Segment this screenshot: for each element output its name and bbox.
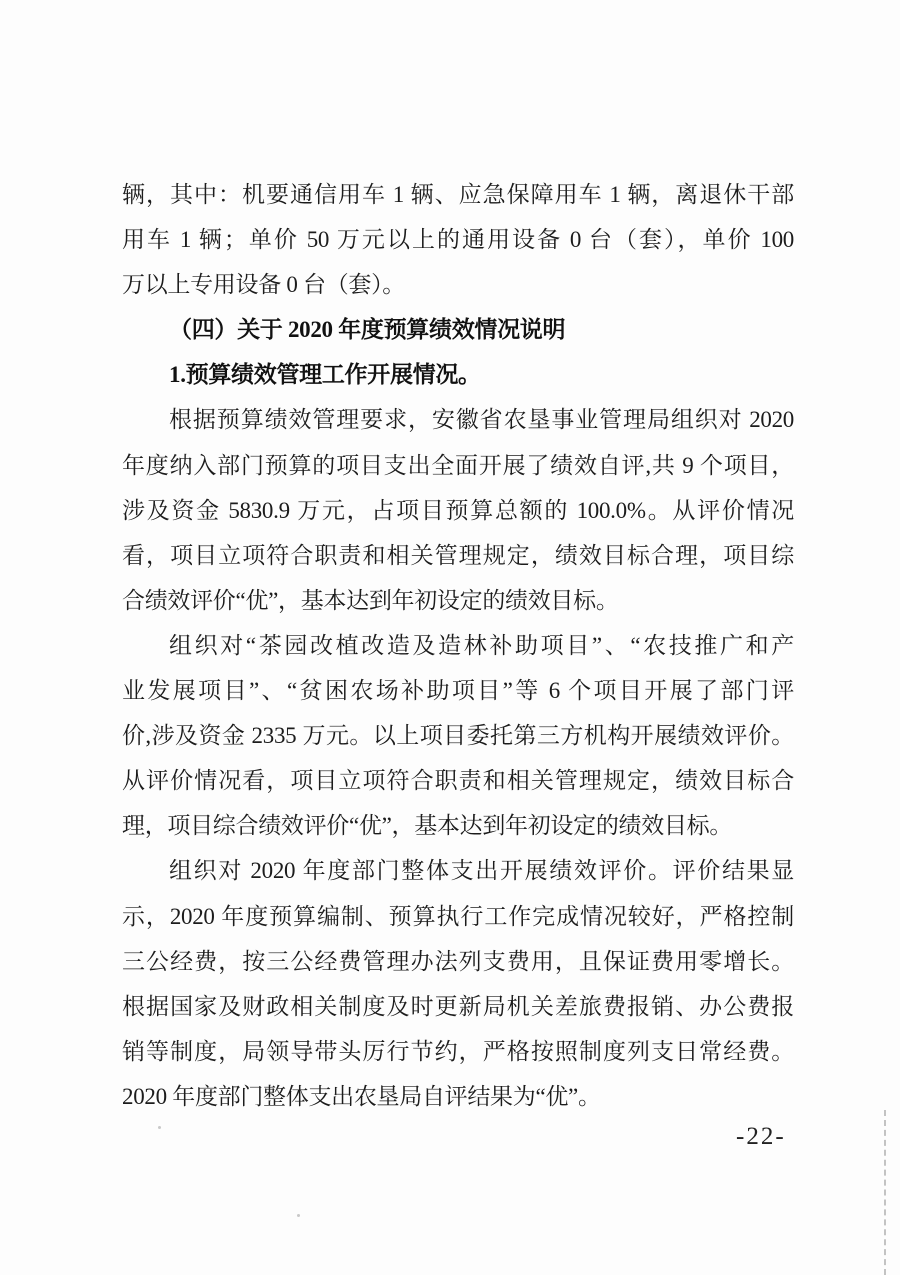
text-line: 看，项目立项符合职责和相关管理规定，绩效目标合理，项目综 (122, 542, 794, 568)
text-line: 示，2020 年度预算编制、预算执行工作完成情况较好，严格控制 (122, 903, 794, 929)
text-line: 用车 1 辆；单价 50 万元以上的通用设备 0 台（套），单价 100 (122, 227, 794, 253)
text-line: 组织对“茶园改植改造及造林补助项目”、“农技推广和产 (169, 632, 794, 658)
scan-speck (297, 1214, 300, 1217)
text-line: 业发展项目”、“贫困农场补助项目”等 6 个项目开展了部门评 (122, 678, 794, 704)
text-line: 组织对 2020 年度部门整体支出开展绩效评价。评价结果显 (169, 858, 794, 884)
heading-line: （四）关于 2020 年度预算绩效情况说明 (169, 317, 566, 343)
text-line: 年度纳入部门预算的项目支出全面开展了绩效自评,共 9 个项目， (122, 452, 794, 478)
page-edge-dashed-line (884, 1110, 886, 1275)
page-number: -22- (736, 1123, 786, 1150)
text-line: 合绩效评价“优”，基本达到年初设定的绩效目标。 (122, 587, 619, 613)
heading-line: 1.预算绩效管理工作开展情况。 (169, 362, 481, 388)
text-line: 理，项目综合绩效评价“优”，基本达到年初设定的绩效目标。 (122, 813, 733, 839)
text-line: 辆，其中：机要通信用车 1 辆、应急保障用车 1 辆，离退休干部 (122, 182, 794, 207)
document-body (122, 172, 794, 1119)
text-line: 价,涉及资金 2335 万元。以上项目委托第三方机构开展绩效评价。 (122, 723, 794, 749)
scan-speck (158, 1126, 161, 1129)
text-line: 销等制度，局领导带头厉行节约，严格按照制度列支日常经费。 (122, 1038, 794, 1064)
text-line: 涉及资金 5830.9 万元，占项目预算总额的 100.0%。从评价情况 (122, 497, 794, 523)
text-line: 三公经费，按三公经费管理办法列支费用，且保证费用零增长。 (122, 948, 794, 974)
text-line: 从评价情况看，项目立项符合职责和相关管理规定，绩效目标合 (122, 768, 794, 794)
text-line: 万以上专用设备 0 台（套）。 (122, 272, 406, 298)
text-line: 根据国家及财政相关制度及时更新局机关差旅费报销、办公费报 (122, 993, 794, 1019)
text-line: 根据预算绩效管理要求，安徽省农垦事业管理局组织对 2020 (169, 407, 794, 433)
text-line: 2020 年度部门整体支出农垦局自评结果为“优”。 (122, 1083, 601, 1109)
